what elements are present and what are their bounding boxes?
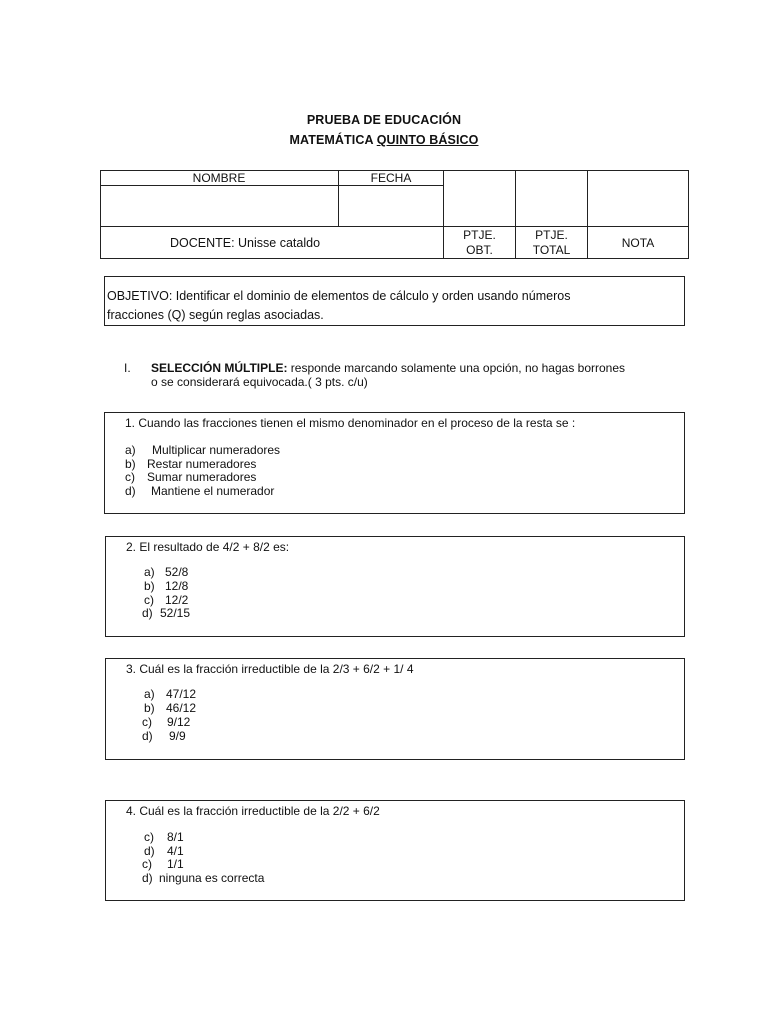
fecha-header: FECHA xyxy=(370,171,412,185)
docente-label: DOCENTE: Unisse cataldo xyxy=(169,236,321,250)
question-4-box xyxy=(105,800,685,901)
objective-line-2: fracciones (Q) según reglas asociadas. xyxy=(107,308,324,322)
student-info-table xyxy=(100,170,689,259)
question-2-option-d[interactable]: d) 52/15 xyxy=(142,606,191,620)
question-4-option-1[interactable]: c) 8/1 xyxy=(144,830,184,844)
question-3-box xyxy=(105,658,685,760)
question-2-option-b[interactable]: b) 12/8 xyxy=(144,579,189,593)
objective-box xyxy=(104,276,685,326)
question-3-stem: 3. Cuál es la fracción irreductible de la 2/3 + 6/2 + 1/ 4 xyxy=(126,662,414,676)
question-3-option-b[interactable]: b) 46/12 xyxy=(144,701,197,715)
question-2-option-c[interactable]: c) 12/2 xyxy=(144,593,189,607)
nombre-header: NOMBRE xyxy=(192,171,246,185)
nota-label: NOTA xyxy=(621,236,655,250)
question-1-option-a[interactable]: a) Multiplicar numeradores xyxy=(125,443,281,457)
nombre-field[interactable] xyxy=(100,194,338,224)
question-4-option-2[interactable]: d) 4/1 xyxy=(144,844,184,858)
question-1-option-c[interactable]: c) Sumar numeradores xyxy=(125,470,257,484)
ptje-obt-label: PTJE. OBT. xyxy=(463,228,496,257)
test-subtitle xyxy=(0,133,768,147)
question-4-option-4[interactable]: d) ninguna es correcta xyxy=(142,871,265,885)
objective-line-1: OBJETIVO: Identificar el dominio de elementos de cálculo y orden usando números xyxy=(107,289,571,303)
section-number: I. xyxy=(124,361,131,375)
ptje-total-label: PTJE. TOTAL xyxy=(532,228,571,257)
question-1-option-d[interactable]: d) Mantiene el numerador xyxy=(125,484,275,498)
question-3-option-d[interactable]: d) 9/9 xyxy=(142,729,186,743)
question-4-stem: 4. Cuál es la fracción irreductible de la 2/2 + 6/2 xyxy=(126,804,380,818)
section-instructions-text: responde marcando solamente una opción, no hagas borrones o se considerará equivocada.( 3 pts. c/u) xyxy=(151,361,626,389)
question-2-option-a[interactable]: a) 52/8 xyxy=(144,565,189,579)
subject-label: MATEMÁTICA xyxy=(289,133,374,147)
question-1-stem: 1. Cuando las fracciones tienen el mismo denominador en el proceso de la resta se : xyxy=(125,416,576,430)
grade-label: QUINTO BÁSICO xyxy=(376,133,479,147)
section-heading: SELECCIÓN MÚLTIPLE: xyxy=(151,361,288,375)
question-1-box xyxy=(104,412,685,514)
question-2-box xyxy=(105,536,685,637)
question-2-stem: 2. El resultado de 4/2 + 8/2 es: xyxy=(126,540,290,554)
question-3-option-c[interactable]: c) 9/12 xyxy=(142,715,191,729)
question-4-option-3[interactable]: c) 1/1 xyxy=(142,857,184,871)
question-3-option-a[interactable]: a) 47/12 xyxy=(144,687,197,701)
test-title: PRUEBA DE EDUCACIÓN xyxy=(306,113,462,127)
question-1-option-b[interactable]: b) Restar numeradores xyxy=(125,457,257,471)
fecha-field[interactable] xyxy=(339,187,443,225)
section-text xyxy=(151,361,631,389)
